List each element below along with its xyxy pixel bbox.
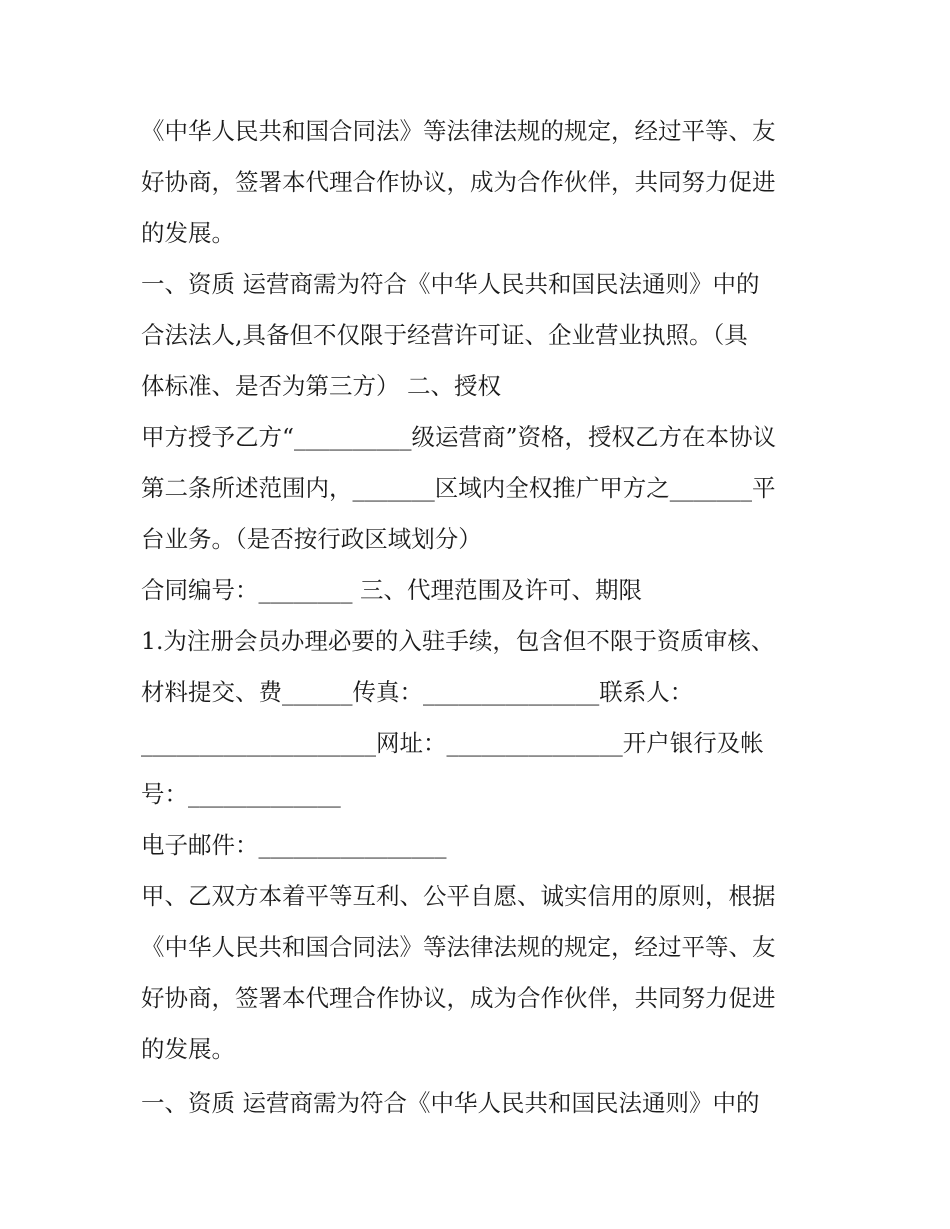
- fax-contact-line: 材料提交、费______传真：_______________联系人：: [141, 678, 694, 706]
- text-line: 的发展。: [141, 219, 235, 247]
- contract-number-line: 合同编号：________ 三、代理范围及许可、期限: [141, 576, 642, 604]
- text-line: 甲、乙双方本着平等互利、公平自愿、诚实信用的原则，根据: [141, 882, 776, 910]
- text-line: 1.为注册会员办理必要的入驻手续，包含但不限于资质审核、: [141, 627, 775, 655]
- section-heading-qualification: 一、资质 运营商需为符合《中华人民共和国民法通则》中的: [141, 270, 760, 298]
- website-bank-line: ____________________网址：_______________开户银行及帐: [141, 729, 764, 757]
- contract-text: [141, 106, 821, 1129]
- text-line: 好协商，签署本代理合作协议，成为合作伙伴，共同努力促进: [141, 168, 776, 196]
- email-line: 电子邮件：________________: [141, 831, 447, 859]
- text-line: 《中华人民共和国合同法》等法律法规的规定，经过平等、友: [141, 117, 776, 145]
- text-line: 好协商，签署本代理合作协议，成为合作伙伴，共同努力促进: [141, 984, 776, 1012]
- section-heading-qualification-repeat: 一、资质 运营商需为符合《中华人民共和国民法通则》中的: [141, 1089, 760, 1117]
- text-line: 《中华人民共和国合同法》等法律法规的规定，经过平等、友: [141, 933, 776, 961]
- account-number-line: 号：_____________: [141, 780, 341, 808]
- text-line: 第二条所述范围内，_______区域内全权推广甲方之_______平: [141, 474, 776, 502]
- text-line: 甲方授予乙方“__________级运营商”资格，授权乙方在本协议: [141, 423, 777, 451]
- section-heading-authorization: 体标准、是否为第三方） 二、授权: [141, 372, 501, 400]
- text-line: 的发展。: [141, 1035, 235, 1063]
- text-line: 台业务。（是否按行政区域划分）: [141, 525, 482, 553]
- text-line: 合法法人,具备但不仅限于经营许可证、企业营业执照。（具: [141, 321, 748, 349]
